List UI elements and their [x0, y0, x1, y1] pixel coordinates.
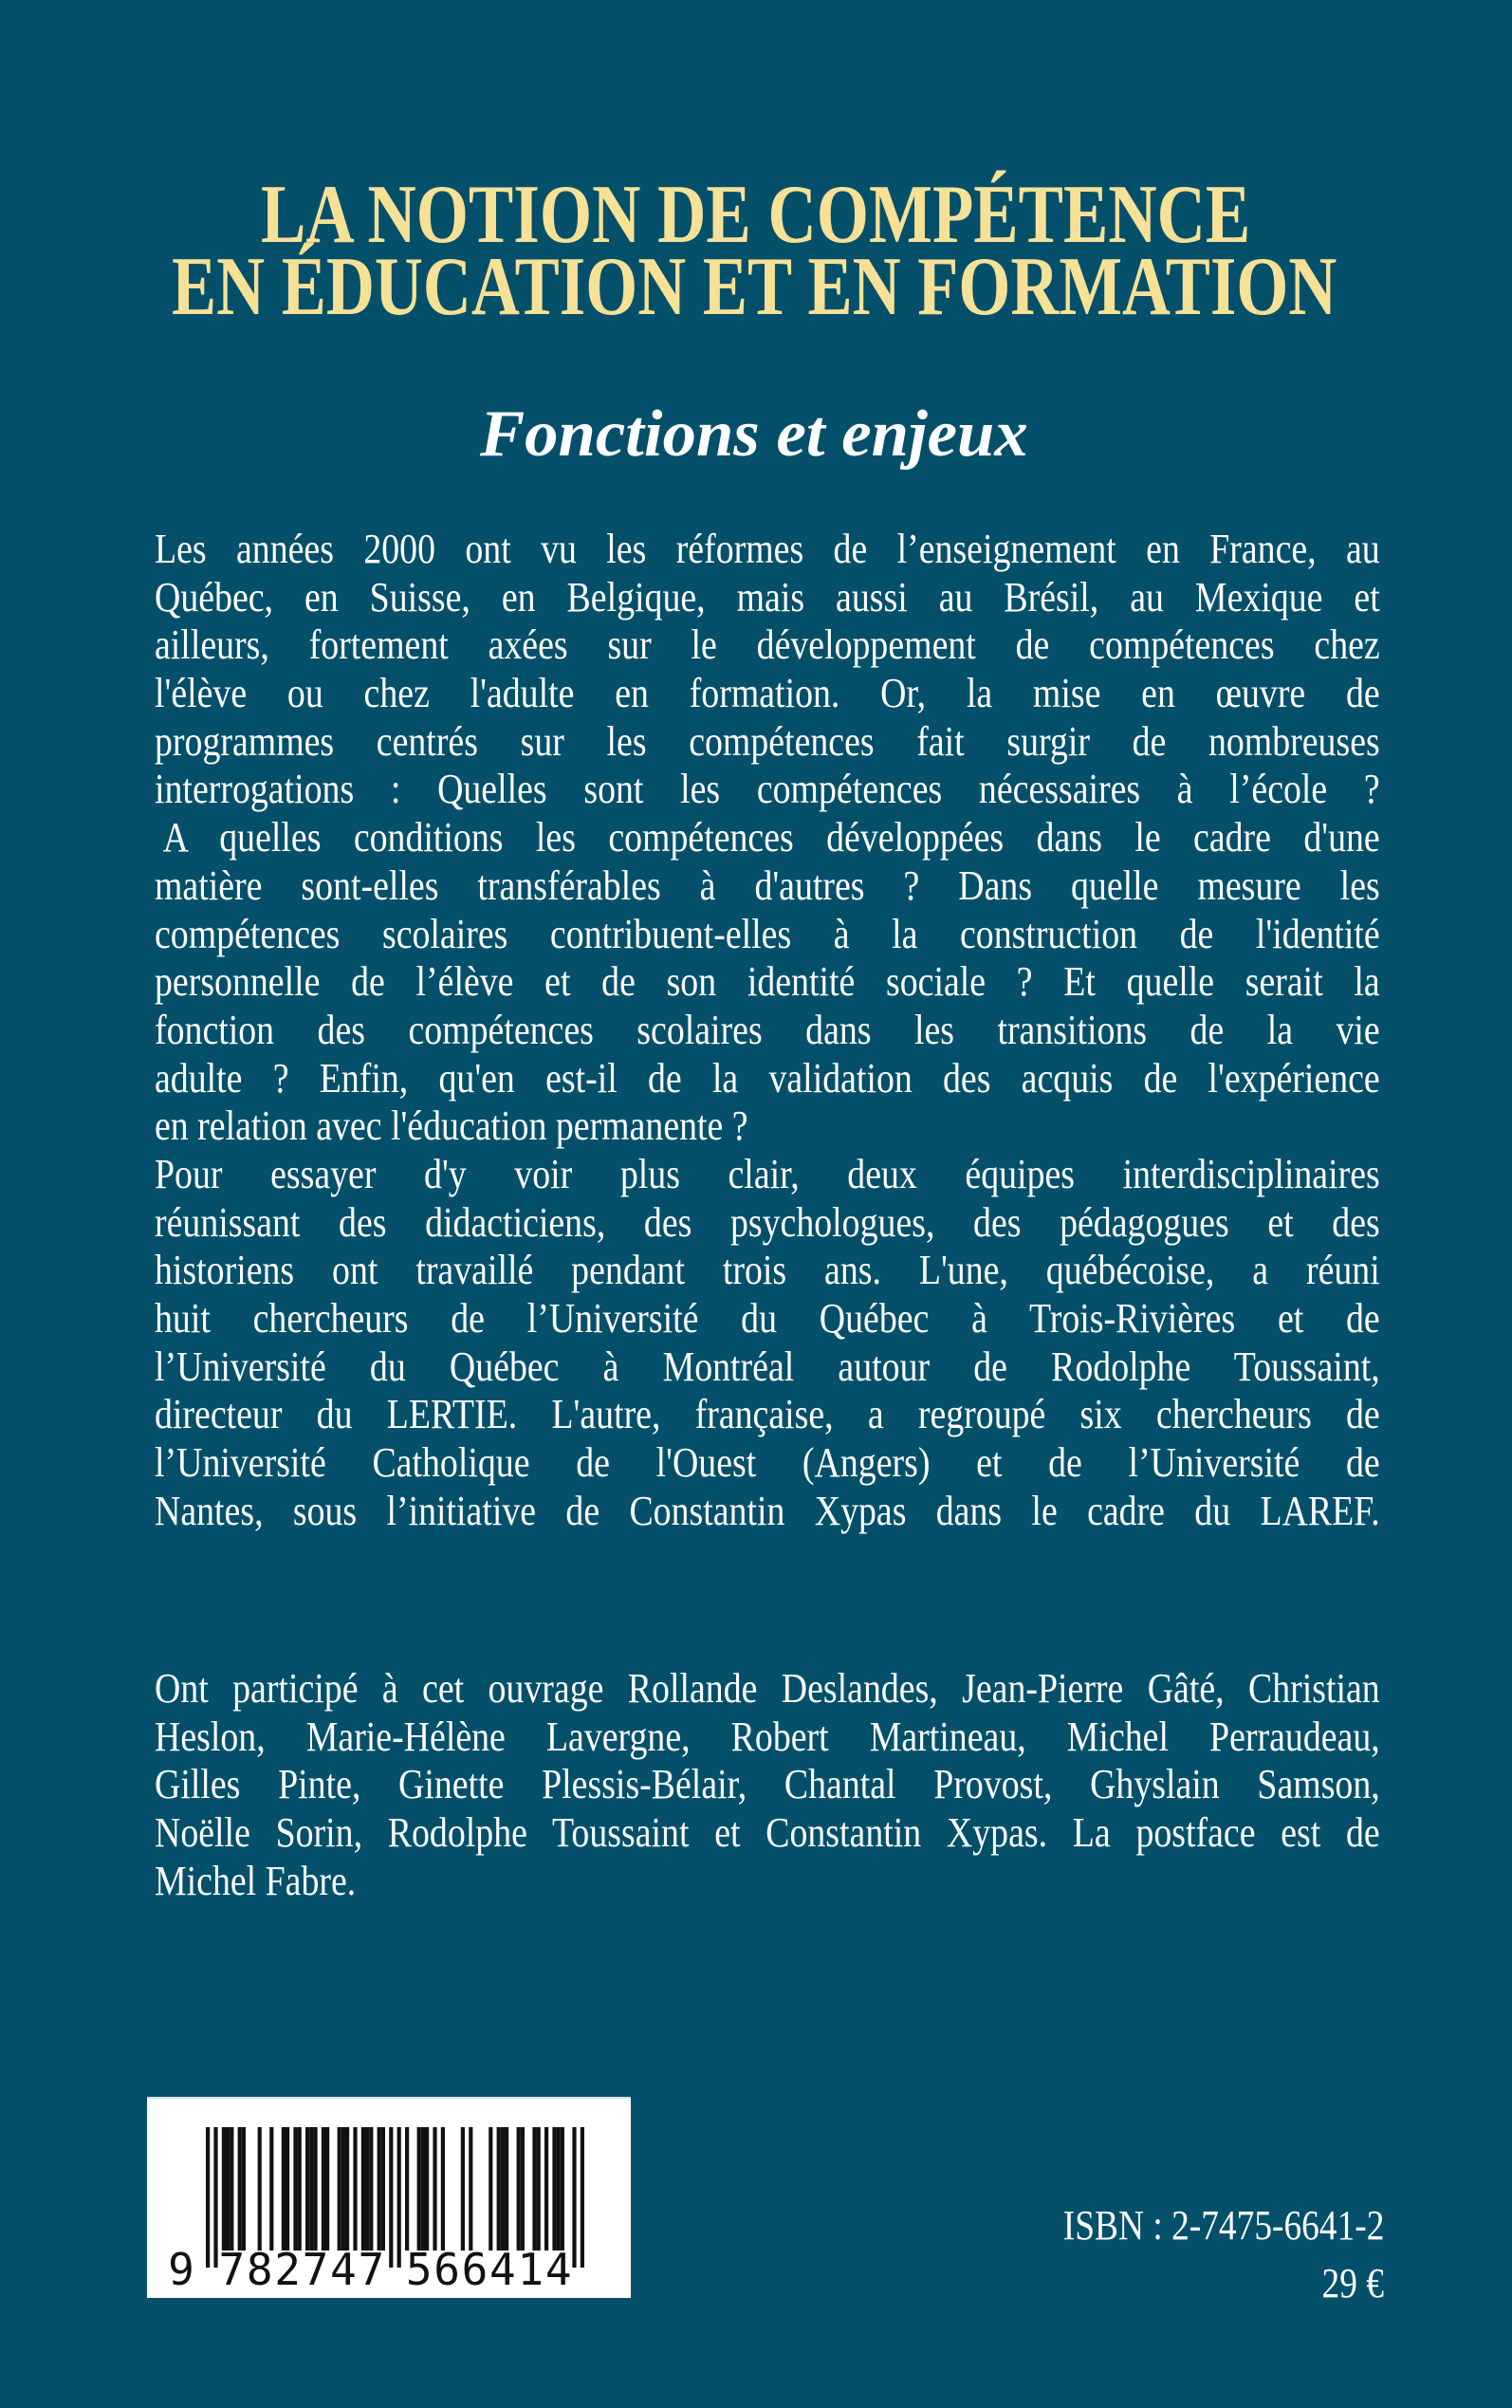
barcode-digit: 4	[489, 2244, 516, 2295]
barcode-bar	[269, 2127, 273, 2251]
barcode-bar	[421, 2127, 425, 2251]
barcode-bar	[309, 2127, 313, 2251]
text-line: Heslon, Marie-Hélène Lavergne, Robert Martineau, Michel Perraudeau,	[155, 1713, 1380, 1760]
barcode-bar	[405, 2127, 409, 2251]
text-line: réunissant des didacticiens, des psychologues, des pédagogues et des	[155, 1198, 1380, 1246]
barcode-bar	[581, 2127, 584, 2268]
subtitle: Fonctions et enjeux	[480, 398, 1028, 471]
barcode-bar	[313, 2127, 317, 2251]
barcode-digit: 4	[330, 2244, 357, 2295]
barcode-bar	[397, 2127, 401, 2268]
barcode-bar	[242, 2127, 246, 2251]
barcode-digit: 4	[544, 2244, 572, 2295]
title-line-1: LA NOTION DE COMPÉTENCE	[261, 169, 1251, 261]
price: 29 €	[1321, 2260, 1384, 2306]
barcode-bar	[469, 2127, 472, 2251]
barcode-bar	[461, 2127, 465, 2251]
barcode-bar	[561, 2127, 564, 2251]
barcode-bar	[417, 2127, 421, 2251]
barcode-bar	[544, 2127, 548, 2251]
text-line: l'élève ou chez l'adulte en formation. Or, la mise en œuvre de	[155, 670, 1380, 717]
barcode-bar	[226, 2127, 230, 2251]
barcode-digit: 6	[433, 2244, 460, 2295]
text-line: historiens ont travaillé pendant trois ans. L'une, québécoise, a réuni	[155, 1247, 1380, 1294]
barcode-digit: 1	[517, 2244, 544, 2295]
barcode-bar	[505, 2127, 508, 2251]
barcode-bar	[489, 2127, 492, 2251]
barcode-bar	[517, 2127, 521, 2251]
barcode-bar	[345, 2127, 349, 2251]
description-text	[155, 526, 1380, 1535]
barcode-bar	[286, 2127, 289, 2251]
barcode-bar	[369, 2127, 373, 2251]
barcode-bar	[353, 2127, 357, 2251]
text-line: ailleurs, fortement axées sur le développement de compétences chez	[155, 621, 1380, 669]
barcode-bar	[238, 2127, 242, 2251]
text-line: adulte ? Enfin, qu'en est-il de la validation des acquis de l'expérience	[155, 1054, 1380, 1102]
text-line: interrogations : Quelles sont les compétences nécessaires à l’école ?	[155, 766, 1380, 813]
barcode-bar	[433, 2127, 436, 2251]
barcode-bar	[537, 2127, 541, 2251]
text-line: l’Université Catholique de l'Ouest (Angers) et de l’Université de	[155, 1439, 1380, 1487]
barcode-bar	[222, 2127, 226, 2251]
barcode-digit: 6	[461, 2244, 489, 2295]
text-line: Michel Fabre.	[155, 1857, 357, 1904]
barcode-digit: 7	[358, 2244, 385, 2295]
isbn: ISBN : 2-7475-6641-2	[1062, 2202, 1384, 2249]
barcode-bar	[230, 2127, 233, 2251]
barcode-bar	[557, 2127, 561, 2251]
barcode-bar	[298, 2127, 302, 2251]
barcode-bar	[305, 2127, 309, 2251]
barcode-digit: 9	[168, 2244, 194, 2295]
text-line: Québec, en Suisse, en Belgique, mais aussi au Brésil, au Mexique et	[155, 573, 1380, 621]
barcode-digit: 7	[302, 2244, 329, 2295]
text-line: directeur du LERTIE. L'autre, française, a regroupé six chercheurs de	[155, 1391, 1380, 1438]
text-line: compétences scolaires contribuent-elles à la construction de l'identité	[155, 910, 1380, 957]
text-line: huit chercheurs de l’Université du Québec à Trois-Rivières et de	[155, 1295, 1380, 1342]
barcode-bar	[325, 2127, 329, 2251]
text-line: A quelles conditions les compétences développées dans le cadre d'une	[162, 814, 1380, 861]
text-line: Noëlle Sorin, Rodolphe Toussaint et Constantin Xypas. La postface est de	[155, 1809, 1380, 1857]
barcode-bar	[322, 2127, 325, 2251]
text-line: Pour essayer d'y voir plus clair, deux équipes interdisciplinaires	[155, 1150, 1380, 1197]
barcode-bar	[552, 2127, 556, 2251]
barcode-bar	[572, 2127, 576, 2268]
barcode-bar	[441, 2127, 445, 2251]
barcode-digit: 5	[405, 2244, 433, 2295]
title-line-2: EN ÉDUCATION ET EN FORMATION	[172, 241, 1337, 333]
barcode-bar	[338, 2127, 341, 2251]
barcode-bar	[497, 2127, 501, 2251]
text-line: personnelle de l’élève et de son identité sociale ? Et quelle serait la	[155, 958, 1380, 1006]
barcode-bar	[258, 2127, 262, 2251]
barcode-bar	[381, 2127, 385, 2251]
barcode-bar	[389, 2127, 393, 2268]
barcode-bar	[206, 2127, 210, 2268]
barcode-bars	[147, 2099, 631, 2298]
barcode-digit: 2	[274, 2244, 301, 2295]
text-line: l’Université du Québec à Montréal autour de Rodolphe Toussaint,	[155, 1343, 1380, 1390]
barcode-digit: 8	[246, 2244, 273, 2295]
barcode-bar	[532, 2127, 536, 2251]
contributors-text	[155, 1665, 1380, 1905]
barcode-bar	[213, 2127, 217, 2268]
text-line: Gilles Pinte, Ginette Plessis-Bélair, Chantal Provost, Ghyslain Samson,	[155, 1761, 1380, 1808]
barcode-bar	[361, 2127, 365, 2251]
text-line: fonction des compétences scolaires dans les transitions de la vie	[155, 1006, 1380, 1053]
text-line: programmes centrés sur les compétences fait surgir de nombreuses	[155, 717, 1380, 765]
barcode-bar	[341, 2127, 345, 2251]
text-line: en relation avec l'éducation permanente ?	[155, 1102, 748, 1150]
barcode-bar	[501, 2127, 505, 2251]
text-line: Ont participé à cet ouvrage Rollande Deslandes, Jean-Pierre Gâté, Christian	[155, 1665, 1380, 1712]
text-line: matière sont-elles transférables à d'autres ? Dans quelle mesure les	[155, 861, 1380, 909]
barcode-bar	[521, 2127, 525, 2251]
barcode-bar	[365, 2127, 369, 2251]
text-line: Nantes, sous l’initiative de Constantin Xypas dans le cadre du LAREF.	[155, 1487, 1380, 1534]
barcode-bar	[293, 2127, 297, 2251]
text-line: Les années 2000 ont vu les réformes de l’enseignement en France, au	[155, 526, 1380, 572]
barcode-bar	[282, 2127, 286, 2251]
barcode	[147, 2097, 631, 2298]
barcode-digit: 7	[218, 2244, 246, 2295]
barcode-bar	[378, 2127, 381, 2251]
barcode-bar	[425, 2127, 429, 2251]
